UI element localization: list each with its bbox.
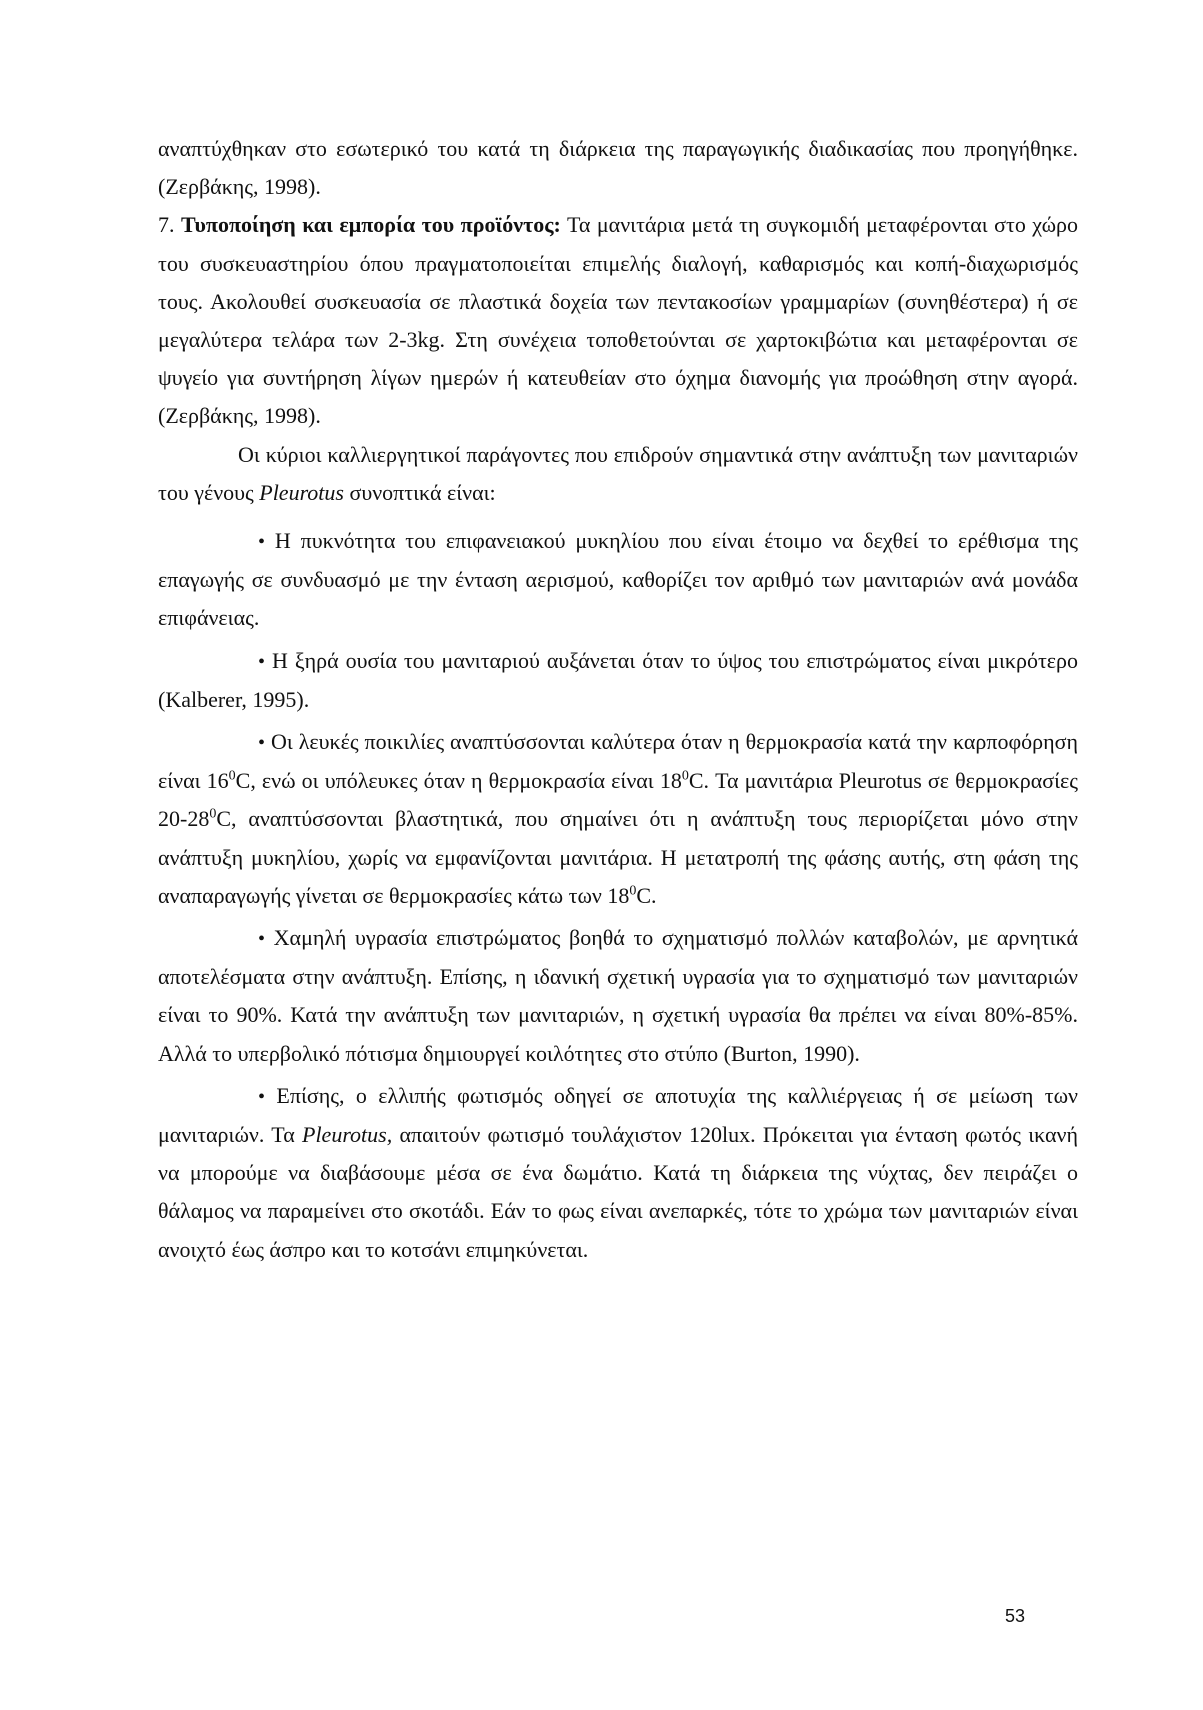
bullet-text: C, ενώ οι υπόλευκες όταν η θερμοκρασία είναι 18 xyxy=(235,768,682,794)
page-number: 53 xyxy=(1005,1606,1026,1626)
paragraph-factors-intro xyxy=(158,436,1078,512)
genus-name: Pleurotus xyxy=(259,479,344,505)
bullet-text: Η πυκνότητα του επιφανειακού μυκηλίου που είναι έτοιμο να δεχθεί το ερέθισμα της επαγωγής σε συνδυασμό με την ένταση αερισμού, καθορίζει τον αριθμό των μανιταριών ανά μονάδα επιφάνειας. xyxy=(158,528,1078,631)
bullet-icon: • xyxy=(258,928,266,951)
degree-superscript: 0 xyxy=(209,807,217,823)
bullet-text: C. xyxy=(636,882,657,908)
bullet-item-density xyxy=(158,522,1078,638)
bullet-icon: • xyxy=(258,1085,266,1108)
bullet-text: C. Τα μανιτάρια Pleurotus σε θερμοκρασίες 20-28 xyxy=(158,768,1078,832)
degree-superscript: 0 xyxy=(681,768,689,784)
degree-superscript: 0 xyxy=(629,883,637,899)
bullet-text: Η ξηρά ουσία του μανιταριού αυξάνεται όταν το ύψος του επιστρώματος είναι μικρότερο (Kalberer, 1995). xyxy=(158,647,1079,712)
bullet-text: Χαμηλή υγρασία επιστρώματος βοηθά το σχηματισμό πολλών καταβολών, με αρνητικά αποτελέσματα στην ανάπτυξη. Επίσης, η ιδανική σχετική υγρασία για το σχηματισμό των μανιταριών είναι το 90%. Κατά την ανάπτυξη των μανιταριών, η σχετική υγρασία θα πρέπει να είναι 80%-85%. Αλλά το υπερβολικό πότισμα δημιουργεί κοιλότητες στο στύπο (Burton, 1990). xyxy=(158,925,1079,1066)
paragraph-continuation: αναπτύχθηκαν στο εσωτερικό του κατά τη διάρκεια της παραγωγικής διαδικασίας που προηγήθηκε. (Ζερβάκης, 1998). xyxy=(158,136,1078,200)
bullet-text: C, αναπτύσσονται βλαστητικά, που σημαίνει ότι η ανάπτυξη τους περιορίζεται μόνο στην ανάπτυξη μυκηλίου, χωρίς να εμφανίζονται μανιτάρια. Η μετατροπή της φάσης αυτής, στη φάση της αναπαραγωγής γίνεται σε θερμοκρασίες κάτω των 18 xyxy=(158,806,1078,908)
bullet-text: Οι λευκές ποικιλίες αναπτύσσονται καλύτερα όταν η θερμοκρασία κατά την καρποφόρηση είναι 16 xyxy=(158,729,1079,794)
degree-superscript: 0 xyxy=(228,768,236,784)
bullet-icon: • xyxy=(258,531,266,554)
bullet-text: απαιτούν φωτισμό τουλάχιστον 120lux. Πρόκειται για ένταση φωτός ικανή να μπορούμε να διαβάσουμε μέσα σε ένα δωμάτιο. Κατά τη διάρκεια της νύχτας, δεν πειράζει ο θάλαμος να παραμείνει στο σκοτάδι. Εάν το φως είναι ανεπαρκές, τότε το χρώμα των μανιταριών είναι ανοιχτό έως άσπρο και το κοτσάνι επιμηκύνεται. xyxy=(158,1122,1078,1262)
intro-text-end: συνοπτικά είναι: xyxy=(349,479,496,505)
bullet-item-humidity xyxy=(158,919,1078,1073)
bullet-text: Επίσης, ο ελλιπής φωτισμός οδηγεί σε αποτυχία της καλλιέργειας ή σε μείωση των μανιταριών. Τα xyxy=(158,1082,1079,1148)
section-number: 7. xyxy=(158,212,175,238)
document-body xyxy=(158,130,1078,1269)
bullet-icon: • xyxy=(258,732,266,755)
section-text: Τα μανιτάρια μετά τη συγκομιδή μεταφέρονται στο χώρο του συσκευαστηρίου όπου πραγματοποιείται επιμελής διαλογή, καθαρισμός και κοπή-διαχωρισμός τους. Ακολουθεί συσκευασία σε πλαστικά δοχεία των πεντακοσίων γραμμαρίων (συνηθέστερα) ή σε μεγαλύτερα τελάρα των 2-3kg. Στη συνέχεια τοποθετούνται σε χαρτοκιβώτια και μεταφέρονται σε ψυγείο για συντήρηση λίγων ημερών ή κατευθείαν στο όχημα διανομής για προώθηση στην αγορά. (Ζερβάκης, 1998). xyxy=(158,212,1079,429)
section-heading: Τυποποίηση και εμπορία του προϊόντος: xyxy=(180,212,561,238)
bullet-item-temperature xyxy=(158,723,1078,915)
intro-text: Οι κύριοι καλλιεργητικοί παράγοντες που επιδρούν σημαντικά στην ανάπτυξη των μανιταριών του γένους xyxy=(158,441,1078,505)
paragraph-packaging xyxy=(158,206,1078,435)
bullet-item-dry-matter xyxy=(158,642,1078,719)
bullet-item-lighting xyxy=(158,1077,1078,1269)
bullet-icon: • xyxy=(258,650,266,673)
genus-name: Pleurotus, xyxy=(302,1122,393,1148)
